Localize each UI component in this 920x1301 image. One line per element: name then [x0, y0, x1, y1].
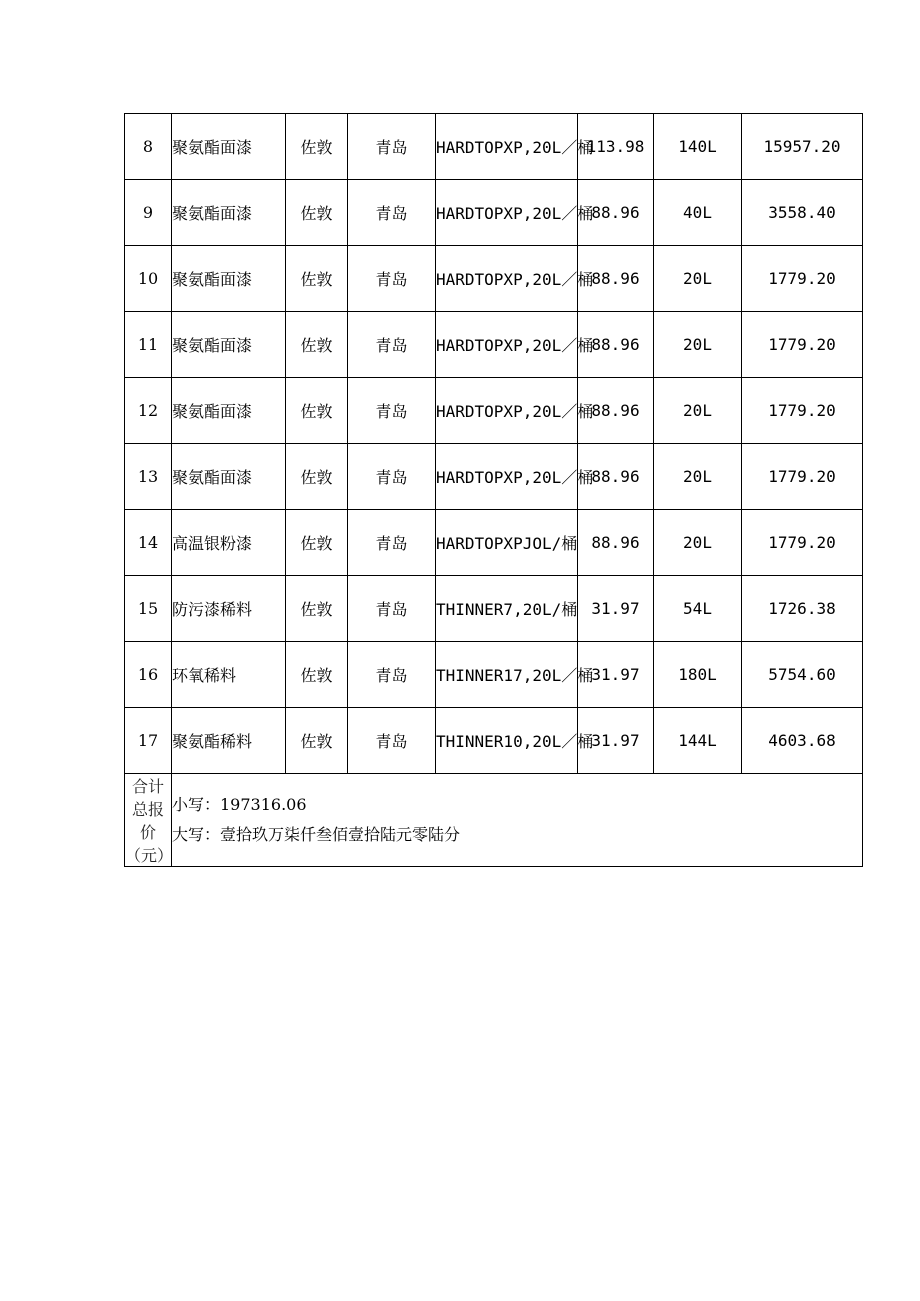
origin-cell: 青岛 [348, 114, 436, 180]
table-row [125, 180, 863, 246]
origin-cell: 青岛 [348, 510, 436, 576]
product-name-cell: 高温银粉漆 [172, 510, 286, 576]
specification-cell: THINNER7,20L/桶 [436, 576, 578, 642]
origin-cell: 青岛 [348, 444, 436, 510]
quantity-cell: 20L [654, 312, 742, 378]
brand-cell: 佐敦 [286, 312, 348, 378]
unit-price-cell: 31.97 [578, 708, 654, 774]
table-row [125, 576, 863, 642]
specification-cell: THINNER17,20L／桶 [436, 642, 578, 708]
row-number-cell: 14 [125, 510, 172, 576]
line-total-cell: 1726.38 [742, 576, 863, 642]
specification-cell: HARDTOPXPJOL/桶 [436, 510, 578, 576]
quotation-table [124, 113, 863, 867]
quantity-cell: 20L [654, 246, 742, 312]
line-total-cell: 1779.20 [742, 378, 863, 444]
row-number-cell: 15 [125, 576, 172, 642]
quantity-cell: 140L [654, 114, 742, 180]
unit-price-cell: 88.96 [578, 180, 654, 246]
brand-cell: 佐敦 [286, 444, 348, 510]
row-number-cell: 13 [125, 444, 172, 510]
product-name-cell: 聚氨酯稀料 [172, 708, 286, 774]
product-name-cell: 聚氨酯面漆 [172, 180, 286, 246]
product-name-cell: 聚氨酯面漆 [172, 246, 286, 312]
row-number-cell: 11 [125, 312, 172, 378]
row-number-cell: 10 [125, 246, 172, 312]
quantity-cell: 20L [654, 444, 742, 510]
table-row [125, 246, 863, 312]
total-values [172, 774, 863, 867]
table-row [125, 708, 863, 774]
row-number-cell: 16 [125, 642, 172, 708]
origin-cell: 青岛 [348, 378, 436, 444]
specification-cell: HARDTOPXP,20L／桶 [436, 180, 578, 246]
unit-price-cell: 31.97 [578, 642, 654, 708]
row-number-cell: 9 [125, 180, 172, 246]
origin-cell: 青岛 [348, 576, 436, 642]
specification-cell: HARDTOPXP,20L／桶 [436, 246, 578, 312]
table-row [125, 642, 863, 708]
unit-price-cell: 88.96 [578, 246, 654, 312]
specification-cell: HARDTOPXP,20L／桶 [436, 114, 578, 180]
line-total-cell: 1779.20 [742, 312, 863, 378]
row-number-cell: 8 [125, 114, 172, 180]
unit-price-cell: 88.96 [578, 444, 654, 510]
table-row [125, 114, 863, 180]
quantity-cell: 40L [654, 180, 742, 246]
quantity-cell: 180L [654, 642, 742, 708]
product-name-cell: 聚氨酯面漆 [172, 444, 286, 510]
specification-cell: HARDTOPXP,20L／桶 [436, 444, 578, 510]
unit-price-cell: 113.98 [578, 114, 654, 180]
line-total-cell: 3558.40 [742, 180, 863, 246]
line-total-cell: 4603.68 [742, 708, 863, 774]
table-row [125, 312, 863, 378]
brand-cell: 佐敦 [286, 510, 348, 576]
table-row [125, 444, 863, 510]
line-total-cell: 15957.20 [742, 114, 863, 180]
origin-cell: 青岛 [348, 312, 436, 378]
table-row [125, 378, 863, 444]
table-row [125, 510, 863, 576]
big-amount: 大写：壹拾玖万柒仟叁佰壹拾陆元零陆分 [172, 825, 461, 844]
product-name-cell: 聚氨酯面漆 [172, 312, 286, 378]
product-name-cell: 聚氨酯面漆 [172, 114, 286, 180]
brand-cell: 佐敦 [286, 708, 348, 774]
origin-cell: 青岛 [348, 180, 436, 246]
line-total-cell: 5754.60 [742, 642, 863, 708]
quantity-cell: 20L [654, 378, 742, 444]
row-number-cell: 17 [125, 708, 172, 774]
brand-cell: 佐敦 [286, 114, 348, 180]
unit-price-cell: 31.97 [578, 576, 654, 642]
origin-cell: 青岛 [348, 246, 436, 312]
unit-price-cell: 88.96 [578, 312, 654, 378]
unit-price-cell: 88.96 [578, 510, 654, 576]
line-total-cell: 1779.20 [742, 246, 863, 312]
total-label: 合计总报价（元） [125, 774, 172, 867]
product-name-cell: 环氧稀料 [172, 642, 286, 708]
origin-cell: 青岛 [348, 708, 436, 774]
row-number-cell: 12 [125, 378, 172, 444]
product-name-cell: 防污漆稀料 [172, 576, 286, 642]
brand-cell: 佐敦 [286, 642, 348, 708]
line-total-cell: 1779.20 [742, 510, 863, 576]
quantity-cell: 20L [654, 510, 742, 576]
product-name-cell: 聚氨酯面漆 [172, 378, 286, 444]
unit-price-cell: 88.96 [578, 378, 654, 444]
brand-cell: 佐敦 [286, 246, 348, 312]
quantity-cell: 144L [654, 708, 742, 774]
small-amount: 小写：197316.06 [172, 795, 307, 814]
specification-cell: HARDTOPXP,20L／桶 [436, 312, 578, 378]
line-total-cell: 1779.20 [742, 444, 863, 510]
origin-cell: 青岛 [348, 642, 436, 708]
specification-cell: HARDTOPXP,20L／桶 [436, 378, 578, 444]
total-row [125, 774, 863, 867]
brand-cell: 佐敦 [286, 576, 348, 642]
brand-cell: 佐敦 [286, 378, 348, 444]
brand-cell: 佐敦 [286, 180, 348, 246]
specification-cell: THINNER10,20L／桶 [436, 708, 578, 774]
quantity-cell: 54L [654, 576, 742, 642]
table-body [125, 114, 863, 774]
